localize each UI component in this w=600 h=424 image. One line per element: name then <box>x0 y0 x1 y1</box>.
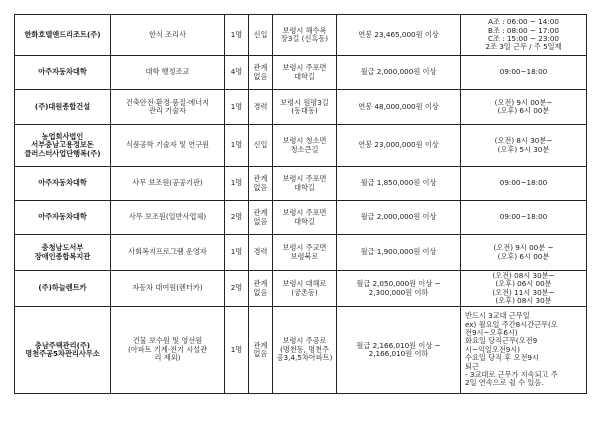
location-cell: 보령시 주교면 보령북로 <box>273 235 337 271</box>
working-hours-cell: A조 : 06:00 ~ 14:00 B조 : 08:00 ~ 17:00 C조 : 15:00 ~ 23:00 2조 3일 근무 / 주 5일제 <box>461 15 587 56</box>
experience-cell: 신입 <box>249 125 273 167</box>
job-title-cell: 사회복지프로그램 운영자 <box>111 235 225 271</box>
working-hours-cell: (오전) 08시 30분~ (오후) 06시 00분 (오전) 11시 30분~ (오후) 08시 30분 <box>461 271 587 307</box>
location-cell: 보령시 원평3길 (동대동) <box>273 90 337 125</box>
pay-cell: 월급 2,166,010원 이상 ~ 2,166,010원 이하 <box>337 307 461 394</box>
headcount-cell: 1명 <box>225 307 249 394</box>
experience-cell: 관계 없음 <box>249 56 273 90</box>
job-listings-table <box>14 14 587 394</box>
job-listings-body <box>15 15 587 394</box>
working-hours-cell: (오전) 9시 00분 ~ (오후) 6시 00분 <box>461 235 587 271</box>
job-title-cell: 자동차 대여원(렌터카) <box>111 271 225 307</box>
location-cell: 보령시 주공로 (명천동, 명천주 공3,4,5차아파트) <box>273 307 337 394</box>
job-title-cell: 대학 행정조교 <box>111 56 225 90</box>
headcount-cell: 1명 <box>225 15 249 56</box>
pay-cell: 월급 2,000,000원 이상 <box>337 56 461 90</box>
table-row <box>15 235 587 271</box>
job-listings-sheet <box>14 14 586 394</box>
employer-cell: 한화호텔앤드리조트(주) <box>15 15 111 56</box>
pay-cell: 월급 1,900,000원 이상 <box>337 235 461 271</box>
headcount-cell: 1명 <box>225 167 249 201</box>
location-cell: 보령시 주포면 대학길 <box>273 56 337 90</box>
headcount-cell: 1명 <box>225 235 249 271</box>
table-row <box>15 167 587 201</box>
job-title-cell: 건물 보수원 및 영선원 (아파트 기계·전기 시설관 리 제외) <box>111 307 225 394</box>
location-cell: 보령시 주포면 대학길 <box>273 201 337 235</box>
location-cell: 보령시 주포면 대학길 <box>273 167 337 201</box>
pay-cell: 연봉 48,000,000원 이상 <box>337 90 461 125</box>
headcount-cell: 1명 <box>225 90 249 125</box>
working-hours-cell: (오전) 8시 30분~ (오후) 5시 30분 <box>461 125 587 167</box>
working-hours-cell: 09:00~18:00 <box>461 201 587 235</box>
employer-cell: (주)하늘렌트카 <box>15 271 111 307</box>
pay-cell: 연봉 23,000,000원 이상 <box>337 125 461 167</box>
employer-cell: 아주자동차대학 <box>15 167 111 201</box>
experience-cell: 경력 <box>249 90 273 125</box>
employer-cell: (주)대원종합건설 <box>15 90 111 125</box>
employer-cell: 충청남도서부 장애인종합복지관 <box>15 235 111 271</box>
working-hours-cell: (오전) 9시 00분~ (오후) 6시 00분 <box>461 90 587 125</box>
experience-cell: 관계 없음 <box>249 307 273 394</box>
table-row <box>15 90 587 125</box>
employer-cell: 아주자동차대학 <box>15 56 111 90</box>
job-title-cell: 식품공학 기술자 및 연구원 <box>111 125 225 167</box>
working-hours-cell: 09:00~18:00 <box>461 167 587 201</box>
headcount-cell: 2명 <box>225 201 249 235</box>
experience-cell: 관계 없음 <box>249 271 273 307</box>
headcount-cell: 2명 <box>225 271 249 307</box>
working-hours-cell: 09:00~18:00 <box>461 56 587 90</box>
table-row <box>15 271 587 307</box>
working-hours-cell: 반드시 3교대 근무일 ex) 월요일 주간8시간근무(오 전9시~오후6시) 화요일 당직근무(오전9 시~익일오전9시) 수요일 당직 후 오전9시 퇴근 - 3교대로 근무가 지속되고 주 2일 연속으로 쉴 수 있음. <box>461 307 587 394</box>
employer-cell: 충남주택관리(주) 명천주공5차관리사무소 <box>15 307 111 394</box>
experience-cell: 신입 <box>249 15 273 56</box>
pay-cell: 월급 2,000,000원 이상 <box>337 201 461 235</box>
pay-cell: 월급 1,850,000원 이상 <box>337 167 461 201</box>
job-title-cell: 사무 보조원(공공기관) <box>111 167 225 201</box>
table-row <box>15 201 587 235</box>
experience-cell: 관계 없음 <box>249 167 273 201</box>
experience-cell: 경력 <box>249 235 273 271</box>
job-title-cell: 건축안전·환경·품질·에너지 관리 기술자 <box>111 90 225 125</box>
headcount-cell: 4명 <box>225 56 249 90</box>
location-cell: 보령시 청소면 청소큰길 <box>273 125 337 167</box>
headcount-cell: 1명 <box>225 125 249 167</box>
employer-cell: 농업회사법인 서부충남고용정보돈 클러스터사업단행복(주) <box>15 125 111 167</box>
job-title-cell: 한식 조리사 <box>111 15 225 56</box>
pay-cell: 월급 2,050,000원 이상 ~ 2,300,000원 이하 <box>337 271 461 307</box>
table-row <box>15 307 587 394</box>
employer-cell: 아주자동차대학 <box>15 201 111 235</box>
location-cell: 보령시 대해로 (궁촌동) <box>273 271 337 307</box>
table-row <box>15 56 587 90</box>
location-cell: 보령시 해수욕 장3길 (신흑동) <box>273 15 337 56</box>
experience-cell: 관계 없음 <box>249 201 273 235</box>
table-row <box>15 125 587 167</box>
job-title-cell: 사무 보조원(일반사업체) <box>111 201 225 235</box>
table-row <box>15 15 587 56</box>
pay-cell: 연봉 23,465,000원 이상 <box>337 15 461 56</box>
